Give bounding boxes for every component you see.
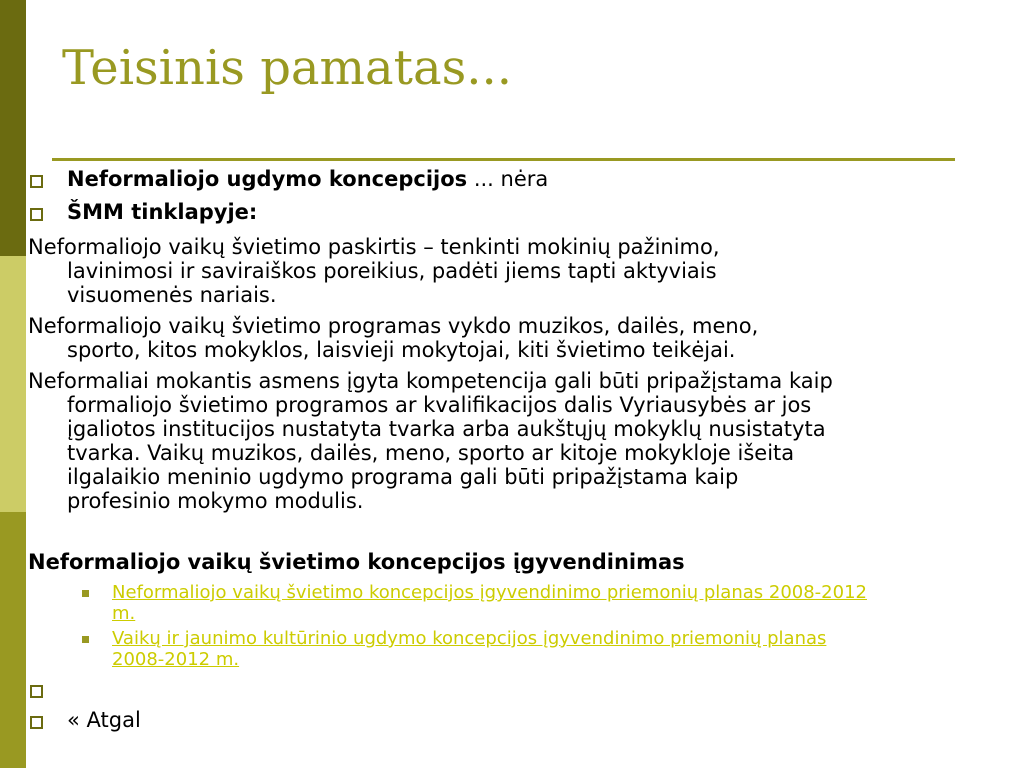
para-2-line-2: sporto, kitos mokyklos, laisvieji mokytojai, kiti švietimo teikėjai.: [67, 338, 736, 362]
square-bullet-icon: [30, 685, 43, 698]
square-bullet-icon: [30, 175, 43, 188]
bullet-1-rest: ... nėra: [467, 167, 549, 191]
para-1-line-1: Neformaliojo vaikų švietimo paskirtis – tenkinti mokinių pažinimo,: [28, 235, 720, 259]
sub-bullet-icon: [82, 590, 89, 597]
para-1-line-3: visuomenės nariais.: [67, 283, 277, 307]
para-3-line-4: tvarka. Vaikų muzikos, dailės, meno, sporto ar kitoje mokykloje išeita: [67, 441, 795, 465]
implementation-heading: Neformaliojo vaikų švietimo koncepcijos įgyvendinimas: [28, 550, 685, 574]
para-3-line-3: įgaliotos institucijos nustatyta tvarka arba aukštųjų mokyklų nusistatyta: [67, 417, 826, 441]
square-bullet-icon: [30, 716, 43, 729]
para-3-line-1: Neformaliai mokantis asmens įgyta kompetencija gali būti pripažįstama kaip: [28, 369, 833, 393]
title-underline: [52, 158, 955, 161]
para-3-line-6: profesinio mokymo modulis.: [67, 489, 364, 513]
square-bullet-icon: [30, 208, 43, 221]
bullet-1: [67, 167, 548, 191]
plan-link-2-line-1[interactable]: Vaikų ir jaunimo kultūrinio ugdymo koncepcijos įgyvendinimo priemonių planas: [112, 628, 827, 649]
sub-bullet-icon: [82, 636, 89, 643]
slide-title: Teisinis pamatas...: [62, 40, 512, 96]
para-3-line-2: formaliojo švietimo programos ar kvalifikacijos dalis Vyriausybės ar jos: [67, 393, 812, 417]
plan-link-1-line-1[interactable]: Neformaliojo vaikų švietimo koncepcijos įgyvendinimo priemonių planas 2008-2012: [112, 582, 867, 603]
para-1-line-2: lavinimosi ir saviraiškos poreikius, padėti jiems tapti aktyviais: [67, 259, 717, 283]
para-3-line-5: ilgalaikio meninio ugdymo programa gali būti pripažįstama kaip: [67, 465, 739, 489]
left-band-bottom: [0, 512, 26, 768]
para-2-line-1: Neformaliojo vaikų švietimo programas vykdo muzikos, dailės, meno,: [28, 314, 759, 338]
plan-link-2-line-2[interactable]: 2008-2012 m.: [112, 649, 240, 670]
left-band-middle: [0, 256, 26, 512]
plan-link-1-line-2[interactable]: m.: [112, 603, 136, 624]
back-link[interactable]: « Atgal: [67, 708, 141, 732]
bullet-1-bold: Neformaliojo ugdymo koncepcijos: [67, 167, 468, 191]
left-band-top: [0, 0, 26, 256]
bullet-2: ŠMM tinklapyje:: [67, 200, 258, 224]
